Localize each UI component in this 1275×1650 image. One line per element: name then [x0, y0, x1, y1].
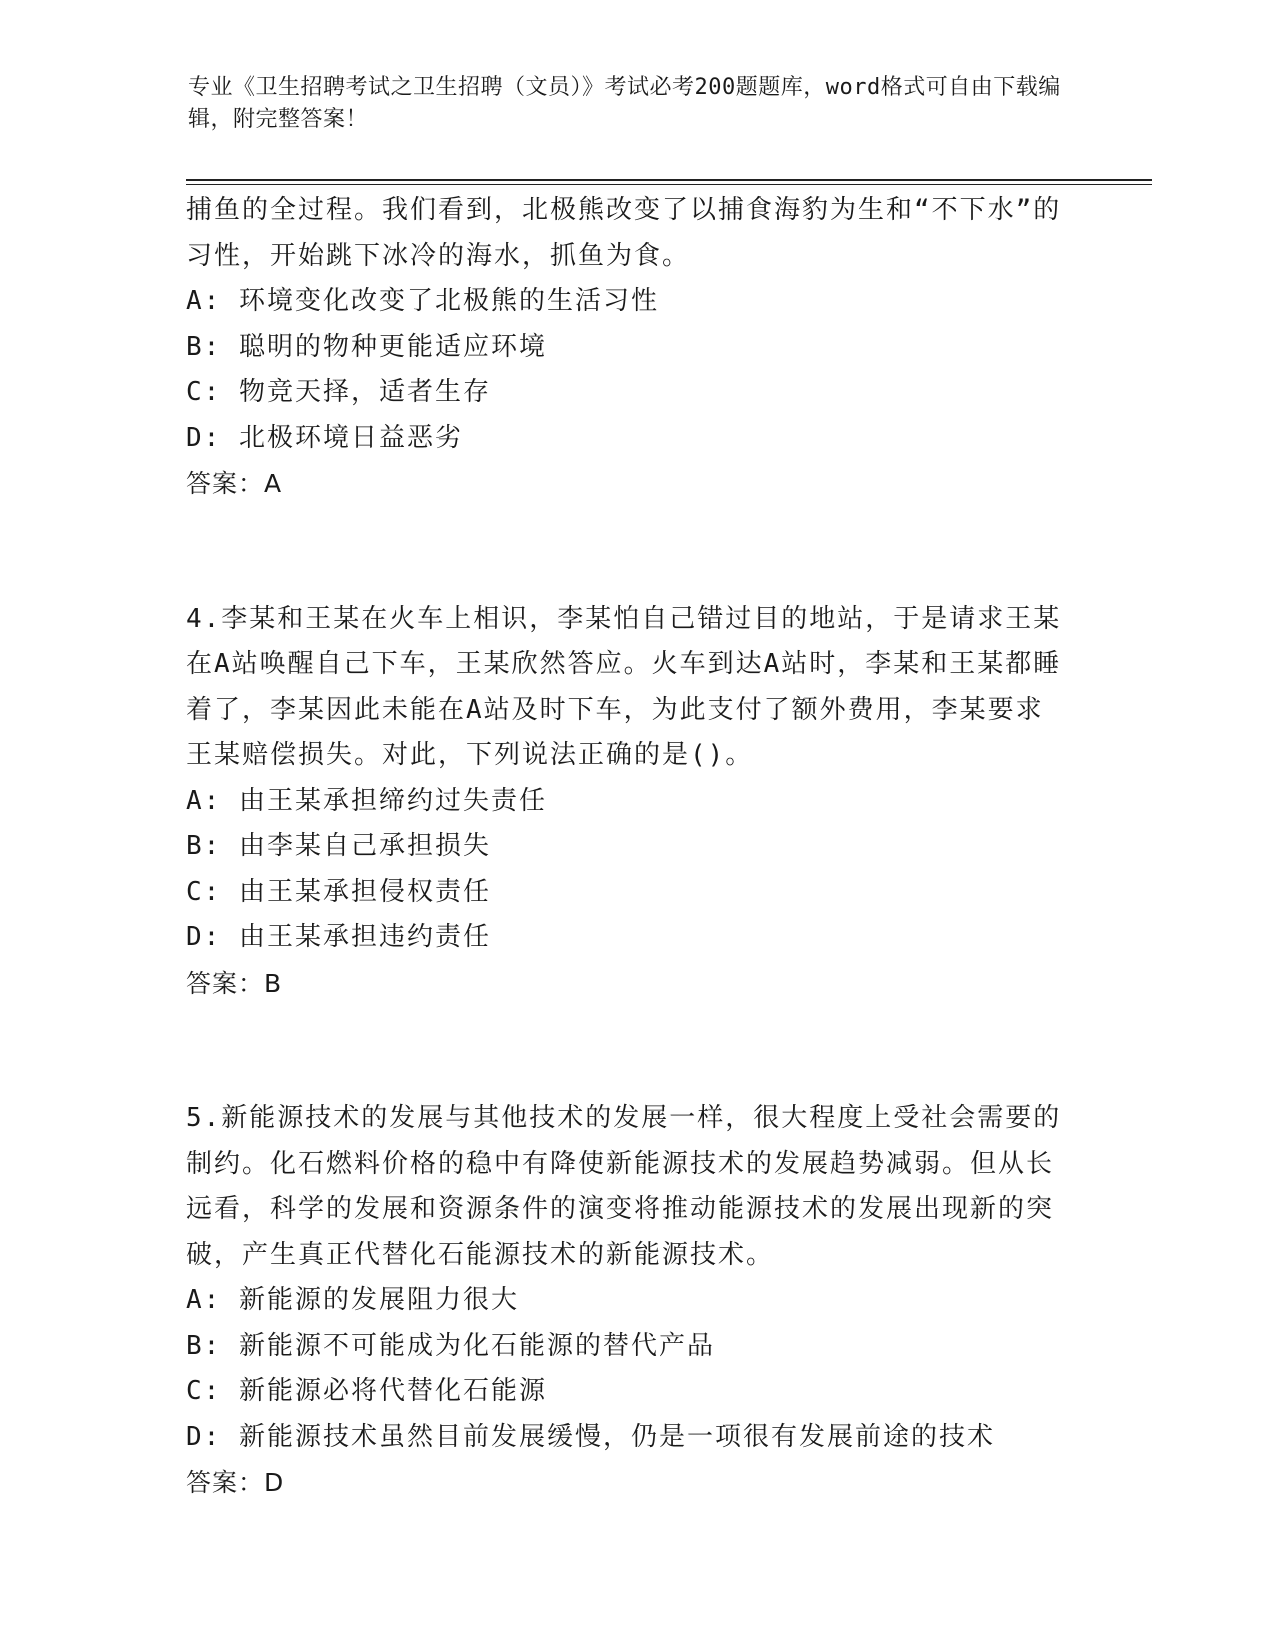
- option-c: C: 物竞天择，适者生存: [186, 377, 491, 407]
- question-stem: 捕鱼的全过程。我们看到，北极熊改变了以捕食海豹为生和“不下水”的习性，开始跳下冰冷的海水，抓鱼为食。: [186, 195, 1062, 271]
- question-stem: 5.新能源技术的发展与其他技术的发展一样，很大程度上受社会需要的制约。化石燃料价格的稳中有降使新能源技术的发展趋势减弱。但从长远看，科学的发展和资源条件的演变将推动能源技术的发展出现新的突破，产生真正代替化石能源技术的新能源技术。: [186, 1103, 1062, 1270]
- option-d: D: 由王某承担违约责任: [186, 922, 491, 952]
- option-b: B: 聪明的物种更能适应环境: [186, 331, 547, 362]
- option-d: D: 北极环境日益恶劣: [186, 422, 463, 453]
- question-stem: 4.李某和王某在火车上相识，李某怕自己错过目的地站，于是请求王某在A站唤醒自己下车，王某欣然答应。火车到达A站时，李某和王某都睡着了，李某因此未能在A站及时下车，为此支付了额外费用，李某要求王某赔偿损失。对此，下列说法正确的是()。: [186, 603, 1062, 770]
- option-a: A: 新能源的发展阻力很大: [186, 1285, 519, 1315]
- spacer: [186, 1006, 1066, 1096]
- question-5: [186, 1096, 1066, 1506]
- option-b: B: 由李某自己承担损失: [186, 831, 491, 861]
- spacer: [186, 507, 1066, 597]
- option-b: B: 新能源不可能成为化石能源的替代产品: [186, 1330, 715, 1361]
- header-divider-thick: [186, 179, 1152, 181]
- answer-line: 答案：B: [186, 968, 283, 998]
- option-d: D: 新能源技术虽然目前发展缓慢，仍是一项很有发展前途的技术: [186, 1421, 995, 1452]
- header-divider-thin: [186, 184, 1152, 185]
- option-a: A: 由王某承担缔约过失责任: [186, 785, 547, 816]
- option-c: C: 新能源必将代替化石能源: [186, 1376, 547, 1406]
- question-3: [186, 188, 1066, 507]
- page-header: 专业《卫生招聘考试之卫生招聘（文员）》考试必考200题题库，word格式可自由下载编辑，附完整答案！: [188, 75, 1061, 132]
- document-body: [186, 188, 1066, 1506]
- option-c: C: 由王某承担侵权责任: [186, 876, 491, 907]
- question-4: [186, 597, 1066, 1007]
- answer-line: 答案：A: [186, 469, 283, 498]
- option-a: A: 环境变化改变了北极熊的生活习性: [186, 286, 659, 316]
- answer-line: 答案：D: [186, 1468, 285, 1497]
